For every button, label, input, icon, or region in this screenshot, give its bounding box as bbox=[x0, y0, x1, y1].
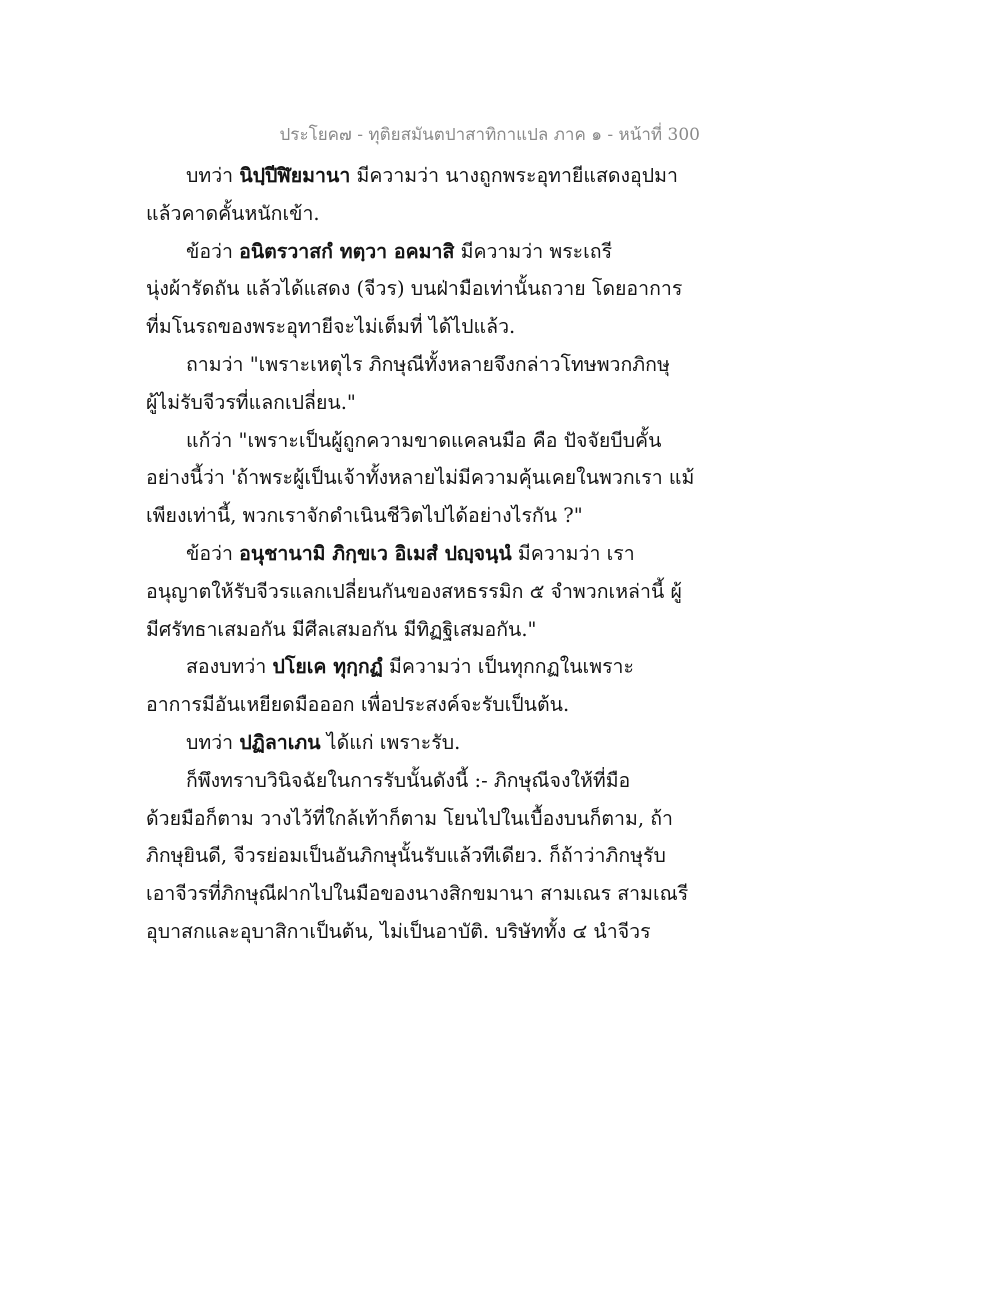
paragraph bbox=[146, 346, 681, 422]
page-header: ประโยค๗ - ทุติยสมันตปาสาทิกาแปล ภาค ๑ - หน้าที่ 300 bbox=[279, 125, 700, 145]
text-line: ถามว่า "เพราะเหตุไร ภิกษุณีทั้งหลายจึงกล่าวโทษพวกภิกษุ bbox=[186, 352, 670, 376]
text-line: แล้วคาดคั้นหนักเข้า. bbox=[146, 201, 320, 225]
text-line: บทว่า นิปฺปีฬิยมานา มีความว่า นางถูกพระอุทายีแสดงอุปมา bbox=[186, 164, 678, 187]
pali-term: อนิตรวาสกํ ทตฺวา อคมาสิ bbox=[239, 239, 455, 263]
text-line: ภิกษุยินดี, จีวรย่อมเป็นอันภิกษุนั้นรับแล้วทีเดียว. ก็ถ้าว่าภิกษุรับ bbox=[146, 844, 666, 868]
text-line: สองบทว่า ปโยเค ทุกฺกฏํ มีความว่า เป็นทุกกฏในเพราะ bbox=[186, 655, 634, 679]
text-line: มีศรัทธาเสมอกัน มีศีลเสมอกัน มีทิฏฐิเสมอกัน." bbox=[146, 617, 537, 641]
paragraph bbox=[146, 648, 681, 724]
text-line: ข้อว่า อนิตรวาสกํ ทตฺวา อคมาสิ มีความว่า พระเถรี bbox=[186, 239, 613, 263]
pali-term: ปฏิลาเภน bbox=[239, 730, 321, 754]
paragraph bbox=[146, 157, 681, 233]
paragraph bbox=[146, 422, 695, 535]
text-line: ก็พึงทราบวินิจฉัยในการรับนั้นดังนี้ :- ภิกษุณีจงให้ที่มือ bbox=[186, 768, 631, 792]
pali-term: ปโยเค ทุกฺกฏํ bbox=[272, 655, 383, 679]
text-line: นุ่งผ้ารัดถัน แล้วได้แสดง (จีวร) บนฝ่ามือเท่านั้นถวาย โดยอาการ bbox=[146, 277, 683, 301]
text-line: ข้อว่า อนุชานามิ ภิกฺขเว อิเมสํ ปญฺจนฺนํ มีความว่า เรา bbox=[186, 541, 635, 565]
paragraph bbox=[146, 535, 681, 648]
text-line: แก้ว่า "เพราะเป็นผู้ถูกความขาดแคลนมือ คือ ปัจจัยบีบคั้น bbox=[186, 428, 662, 452]
text-line: ด้วยมือก็ตาม วางไว้ที่ใกล้เท้าก็ตาม โยนไปในเบื้องบนก็ตาม, ถ้า bbox=[146, 806, 674, 830]
text-line: เอาจีวรที่ภิกษุณีฝากไปในมือของนางสิกขมานา สามเณร สามเณรี bbox=[146, 882, 689, 906]
text-line: ที่มโนรถของพระอุทายีจะไม่เต็มที่ ได้ไปแล้ว. bbox=[146, 315, 516, 339]
body-text bbox=[146, 157, 695, 951]
text-line: บทว่า ปฏิลาเภน ได้แก่ เพราะรับ. bbox=[186, 730, 461, 754]
paragraph bbox=[146, 233, 681, 346]
text-line: อนุญาตให้รับจีวรแลกเปลี่ยนกันของสหธรรมิก ๕ จำพวกเหล่านี้ ผู้ bbox=[146, 579, 682, 603]
text-line: อุบาสกและอุบาสิกาเป็นต้น, ไม่เป็นอาบัติ. บริษัททั้ง ๔ นำจีวร bbox=[146, 919, 651, 943]
text-line: อย่างนี้ว่า 'ถ้าพระผู้เป็นเจ้าทั้งหลายไม่มีความคุ้นเคยในพวกเรา แม้ bbox=[146, 466, 695, 490]
text-line: ผู้ไม่รับจีวรที่แลกเปลี่ยน." bbox=[146, 390, 356, 414]
text-line: อาการมีอันเหยียดมือออก เพื่อประสงค์จะรับเป็นต้น. bbox=[146, 693, 570, 717]
paragraph bbox=[146, 762, 689, 951]
paragraph bbox=[146, 724, 681, 762]
pali-term: อนุชานามิ ภิกฺขเว อิเมสํ ปญฺจนฺนํ bbox=[239, 541, 512, 565]
pali-term: นิปฺปีฬิยมานา bbox=[239, 164, 351, 187]
text-line: เพียงเท่านี้, พวกเราจักดำเนินชีวิตไปได้อย่างไรกัน ?" bbox=[146, 504, 583, 528]
